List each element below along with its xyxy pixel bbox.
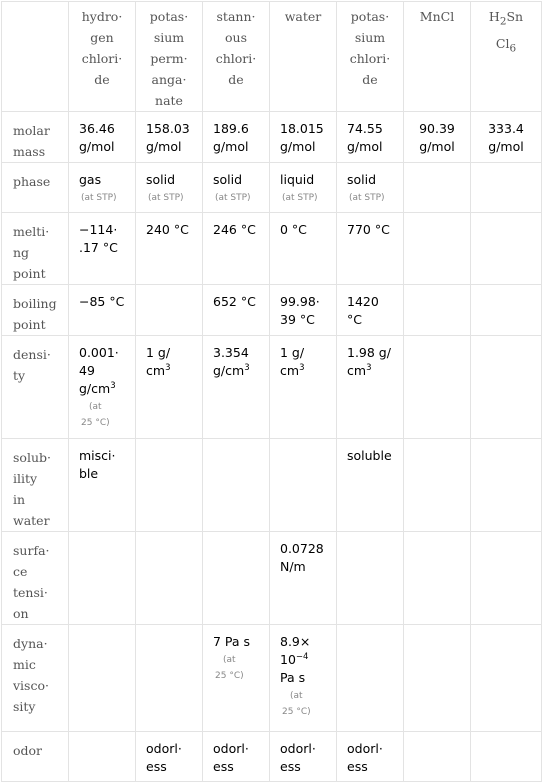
table-cell bbox=[471, 213, 542, 285]
cell-note: (at bbox=[89, 402, 102, 412]
cell-value: solid bbox=[213, 172, 243, 187]
table-cell bbox=[203, 285, 270, 336]
cell-note: 25 °C) bbox=[215, 671, 244, 681]
cell-value: solid bbox=[146, 172, 176, 187]
table-cell bbox=[337, 285, 404, 336]
table-cell bbox=[337, 732, 404, 782]
table-cell bbox=[337, 336, 404, 439]
cell-value: 158.03 g/mol bbox=[146, 121, 190, 154]
unit-exponent: 3 bbox=[165, 362, 171, 373]
cell-value: 1 g/ bbox=[280, 345, 305, 360]
table-cell bbox=[69, 336, 136, 439]
table-cell bbox=[69, 163, 136, 213]
header-potassium-permanganate bbox=[136, 2, 203, 112]
row-label-text: molar mass bbox=[13, 123, 50, 159]
table-cell bbox=[69, 532, 136, 625]
unit-exponent: −4 bbox=[295, 651, 309, 662]
row-label bbox=[2, 112, 69, 163]
cell-value: 770 °C bbox=[347, 222, 390, 237]
row-boiling-point bbox=[2, 285, 542, 336]
table-cell bbox=[337, 112, 404, 163]
cell-note: (at STP) bbox=[215, 193, 251, 203]
row-label bbox=[2, 732, 69, 782]
table-cell bbox=[270, 732, 337, 782]
table-cell bbox=[136, 163, 203, 213]
cell-value: misci· ble bbox=[79, 448, 116, 481]
formula-subscript: 6 bbox=[509, 42, 517, 54]
cell-note: (at STP) bbox=[148, 193, 184, 203]
formula-part: Sn bbox=[506, 9, 524, 24]
corner-cell bbox=[2, 2, 69, 112]
cell-unit: cm bbox=[347, 363, 367, 378]
row-label-text: densi· ty bbox=[13, 347, 51, 383]
cell-unit: g/cm bbox=[213, 363, 245, 378]
table-cell bbox=[471, 163, 542, 213]
header-label: potas· sium chlori· de bbox=[349, 9, 391, 87]
cell-value: 8.9× 10 bbox=[280, 634, 311, 667]
cell-value: odorl· ess bbox=[213, 741, 249, 774]
row-label bbox=[2, 532, 69, 625]
table-cell bbox=[136, 439, 203, 532]
table-cell bbox=[337, 163, 404, 213]
cell-note: 25 °C) bbox=[81, 418, 110, 428]
table-cell bbox=[270, 439, 337, 532]
cell-value: odorl· ess bbox=[280, 741, 316, 774]
cell-value: 1.98 g/ bbox=[347, 345, 391, 360]
table-cell bbox=[69, 732, 136, 782]
table-cell bbox=[404, 285, 471, 336]
cell-value: 652 °C bbox=[213, 294, 256, 309]
cell-value: 1 g/ bbox=[146, 345, 171, 360]
cell-value: −114· .17 °C bbox=[79, 222, 118, 255]
row-label-text: surfa· ce tensi· on bbox=[13, 543, 50, 621]
table-cell bbox=[136, 112, 203, 163]
row-label-text: phase bbox=[13, 174, 51, 189]
table-cell bbox=[337, 439, 404, 532]
table-cell bbox=[270, 625, 337, 732]
row-label-text: solub· ility in water bbox=[13, 450, 51, 528]
header-hydrogen-chloride bbox=[69, 2, 136, 112]
table-cell bbox=[136, 213, 203, 285]
table-cell bbox=[203, 732, 270, 782]
table-cell bbox=[203, 625, 270, 732]
cell-value: 0.001· 49 bbox=[79, 345, 119, 378]
cell-unit: cm bbox=[146, 363, 166, 378]
cell-value: 36.46 g/mol bbox=[79, 121, 115, 154]
cell-value: 240 °C bbox=[146, 222, 189, 237]
cell-value: solid bbox=[347, 172, 377, 187]
table-cell bbox=[471, 732, 542, 782]
header-h2sncl6 bbox=[471, 2, 542, 112]
cell-value: 18.015 g/mol bbox=[280, 121, 324, 154]
row-density bbox=[2, 336, 542, 439]
header-label: water bbox=[284, 9, 322, 24]
table-cell bbox=[471, 112, 542, 163]
table-cell bbox=[471, 336, 542, 439]
header-stannous-chloride bbox=[203, 2, 270, 112]
row-molar-mass bbox=[2, 112, 542, 163]
table-cell bbox=[136, 625, 203, 732]
row-dynamic-viscosity bbox=[2, 625, 542, 732]
table-cell bbox=[404, 213, 471, 285]
cell-value: 3.354 bbox=[213, 345, 249, 360]
table-cell bbox=[270, 336, 337, 439]
table-cell bbox=[203, 532, 270, 625]
table-cell bbox=[203, 213, 270, 285]
header-mncl bbox=[404, 2, 471, 112]
table-cell bbox=[203, 439, 270, 532]
cell-value: 333.4 g/mol bbox=[488, 121, 524, 154]
table-cell bbox=[69, 112, 136, 163]
row-solubility bbox=[2, 439, 542, 532]
cell-value: 90.39 g/mol bbox=[419, 121, 455, 154]
header-label: potas· sium perm· anga· nate bbox=[149, 9, 189, 108]
table-cell bbox=[337, 213, 404, 285]
cell-value: 0 °C bbox=[280, 222, 307, 237]
table-cell bbox=[203, 112, 270, 163]
cell-note: (at bbox=[223, 655, 236, 665]
table-cell bbox=[203, 336, 270, 439]
cell-value: odorl· ess bbox=[347, 741, 383, 774]
table-cell bbox=[471, 439, 542, 532]
row-label bbox=[2, 163, 69, 213]
table-cell bbox=[203, 163, 270, 213]
cell-value: 1420 °C bbox=[347, 294, 379, 327]
header-potassium-chloride bbox=[337, 2, 404, 112]
table-cell bbox=[270, 532, 337, 625]
row-label bbox=[2, 213, 69, 285]
table-cell bbox=[337, 532, 404, 625]
table-cell bbox=[404, 625, 471, 732]
row-label bbox=[2, 439, 69, 532]
unit-exponent: 3 bbox=[110, 380, 116, 391]
cell-value: 189.6 g/mol bbox=[213, 121, 249, 154]
table-cell bbox=[270, 112, 337, 163]
table-cell bbox=[337, 625, 404, 732]
cell-value: odorl· ess bbox=[146, 741, 182, 774]
header-water bbox=[270, 2, 337, 112]
unit-exponent: 3 bbox=[299, 362, 305, 373]
cell-value: soluble bbox=[347, 448, 392, 463]
cell-unit: cm bbox=[280, 363, 300, 378]
properties-table bbox=[1, 1, 542, 782]
row-surface-tension bbox=[2, 532, 542, 625]
row-phase bbox=[2, 163, 542, 213]
cell-note: (at STP) bbox=[282, 193, 318, 203]
table-cell bbox=[404, 732, 471, 782]
header-label: MnCl bbox=[419, 9, 455, 24]
row-label bbox=[2, 625, 69, 732]
cell-note: 25 °C) bbox=[282, 707, 311, 717]
cell-value: 0.0728 N/m bbox=[280, 541, 324, 574]
table-cell bbox=[404, 532, 471, 625]
table-cell bbox=[404, 439, 471, 532]
table-cell bbox=[404, 163, 471, 213]
formula-subscript: 2 bbox=[499, 15, 507, 28]
unit-exponent: 3 bbox=[366, 362, 372, 373]
table-cell bbox=[471, 532, 542, 625]
table-cell bbox=[69, 625, 136, 732]
unit-exponent: 3 bbox=[244, 362, 250, 373]
cell-value: liquid bbox=[280, 172, 315, 187]
header-label: hydro· gen chlori· de bbox=[81, 9, 123, 87]
row-label bbox=[2, 336, 69, 439]
row-label bbox=[2, 285, 69, 336]
cell-note: (at STP) bbox=[349, 193, 385, 203]
header-label: stann· ous chlori· de bbox=[215, 9, 257, 87]
table-cell bbox=[471, 285, 542, 336]
table-cell bbox=[136, 732, 203, 782]
table-cell bbox=[136, 532, 203, 625]
table-cell bbox=[136, 336, 203, 439]
header-row bbox=[2, 2, 542, 112]
row-label-text: melti· ng point bbox=[13, 224, 50, 281]
table-cell bbox=[69, 213, 136, 285]
table-cell bbox=[404, 112, 471, 163]
table-cell bbox=[69, 439, 136, 532]
cell-value: 246 °C bbox=[213, 222, 256, 237]
table-cell bbox=[270, 285, 337, 336]
cell-value: 99.98· 39 °C bbox=[280, 294, 320, 327]
table-cell bbox=[136, 285, 203, 336]
row-label-text: boiling point bbox=[13, 296, 57, 332]
row-odor bbox=[2, 732, 542, 782]
table-cell bbox=[404, 336, 471, 439]
row-label-text: dyna· mic visco· sity bbox=[13, 636, 49, 714]
cell-note: (at bbox=[290, 691, 303, 701]
table-cell bbox=[471, 625, 542, 732]
cell-value: 74.55 g/mol bbox=[347, 121, 383, 154]
cell-value: 7 Pa s bbox=[213, 634, 251, 649]
table-cell bbox=[270, 213, 337, 285]
row-melting-point bbox=[2, 213, 542, 285]
formula-part: Cl bbox=[495, 35, 510, 51]
row-label-text: odor bbox=[13, 743, 43, 758]
table-cell bbox=[270, 163, 337, 213]
cell-unit: Pa s bbox=[280, 670, 306, 685]
cell-unit: g/cm bbox=[79, 381, 111, 396]
cell-value: gas bbox=[79, 172, 102, 187]
table-cell bbox=[69, 285, 136, 336]
cell-note: (at STP) bbox=[81, 193, 117, 203]
formula-part: H bbox=[488, 9, 500, 24]
cell-value: −85 °C bbox=[79, 294, 125, 309]
